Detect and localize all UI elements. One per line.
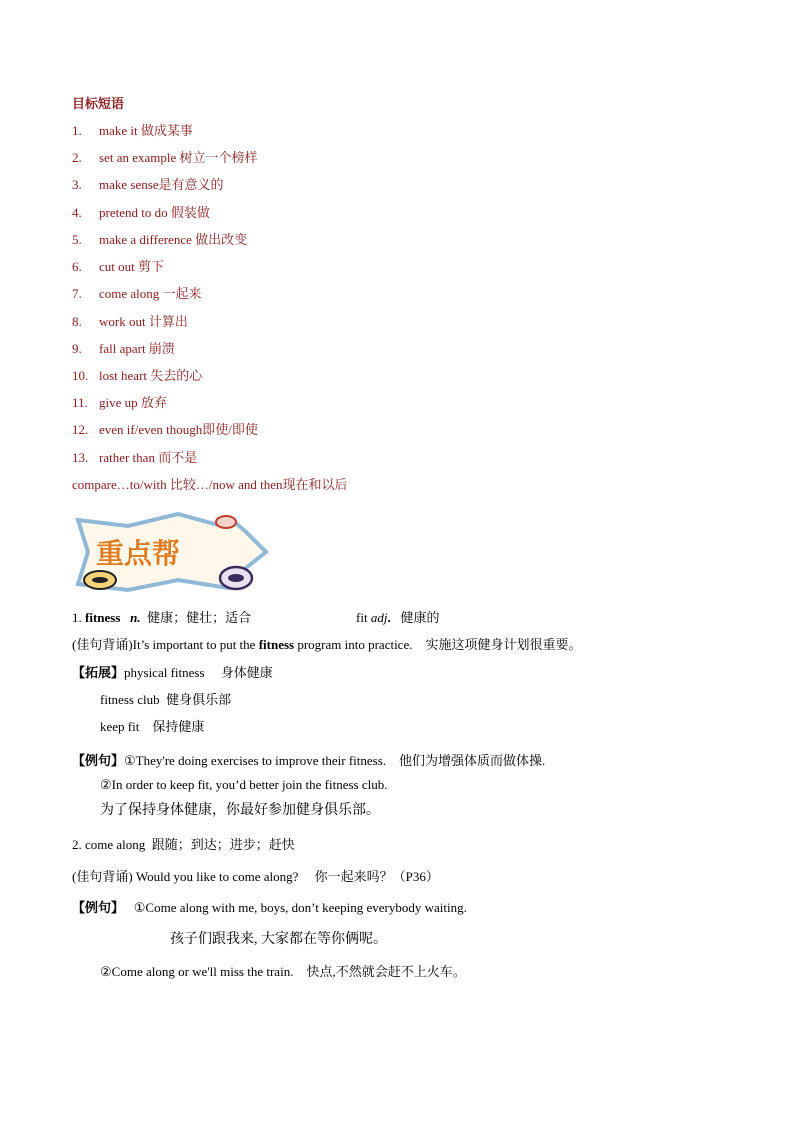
example-sentence: ②Come along or we'll miss the train. 快点,不然就会赶不上火车。 xyxy=(100,964,466,979)
entry-heading-come-along: 2. come along 跟随；到达；进步；赶快 xyxy=(72,837,295,852)
list-item: 7. come along 一起来 xyxy=(72,286,202,301)
example-sentence: ②In order to keep fit, you’d better join the fitness club. xyxy=(100,777,388,792)
list-item: 1. make it 做成某事 xyxy=(72,123,193,138)
key-sentence: (佳句背诵) Would you like to come along? 你一起来吗？（P36） xyxy=(72,869,439,884)
entry-related-word: fit adj. 健康的 xyxy=(356,610,440,625)
list-item: 9. fall apart 崩溃 xyxy=(72,341,175,356)
example-translation: 为了保持身体健康，你最好参加健身俱乐部。 xyxy=(100,803,380,818)
list-item: 6. cut out 剪下 xyxy=(72,259,164,274)
example-translation: 孩子们跟我来, 大家都在等你俩呢。 xyxy=(170,932,387,947)
list-item: 4. pretend to do 假装做 xyxy=(72,205,210,220)
extension-row: fitness club 健身俱乐部 xyxy=(100,692,232,707)
decorative-blob-icon xyxy=(216,516,236,528)
list-item: 2. set an example 树立一个榜样 xyxy=(72,150,258,165)
list-item: 13. rather than 而不是 xyxy=(72,450,198,465)
example-sentence: 【例句】 ①Come along with me, boys, don’t keeping everybody waiting. xyxy=(72,900,467,915)
extension-row: 【拓展】physical fitness 身体健康 xyxy=(72,665,273,680)
example-sentence: 【例句】①They're doing exercises to improve their fitness. 他们为增强体质而做体操. xyxy=(72,753,546,768)
list-item-extra: compare…to/with 比较…/now and then现在和以后 xyxy=(72,477,348,492)
key-sentence: (佳句背诵)It’s important to put the fitness program into practice. 实施这项健身计划很重要。 xyxy=(72,637,582,652)
list-item: 5. make a difference 做出改变 xyxy=(72,232,248,247)
list-item: 11. give up 放弃 xyxy=(72,395,167,410)
list-item: 8. work out 计算出 xyxy=(72,314,188,329)
list-item: 10. lost heart 失去的心 xyxy=(72,368,203,383)
list-item: 3. make sense是有意义的 xyxy=(72,177,224,192)
list-item: 12. even if/even though即使/即使 xyxy=(72,422,258,437)
key-points-badge xyxy=(70,508,270,594)
section-heading-target-phrases: 目标短语 xyxy=(72,96,125,111)
extension-row: keep fit 保持健康 xyxy=(100,719,205,734)
badge-title: 重点帮 xyxy=(96,537,181,570)
entry-heading-fitness: 1. fitness n. 健康；健壮；适合 xyxy=(72,610,252,625)
